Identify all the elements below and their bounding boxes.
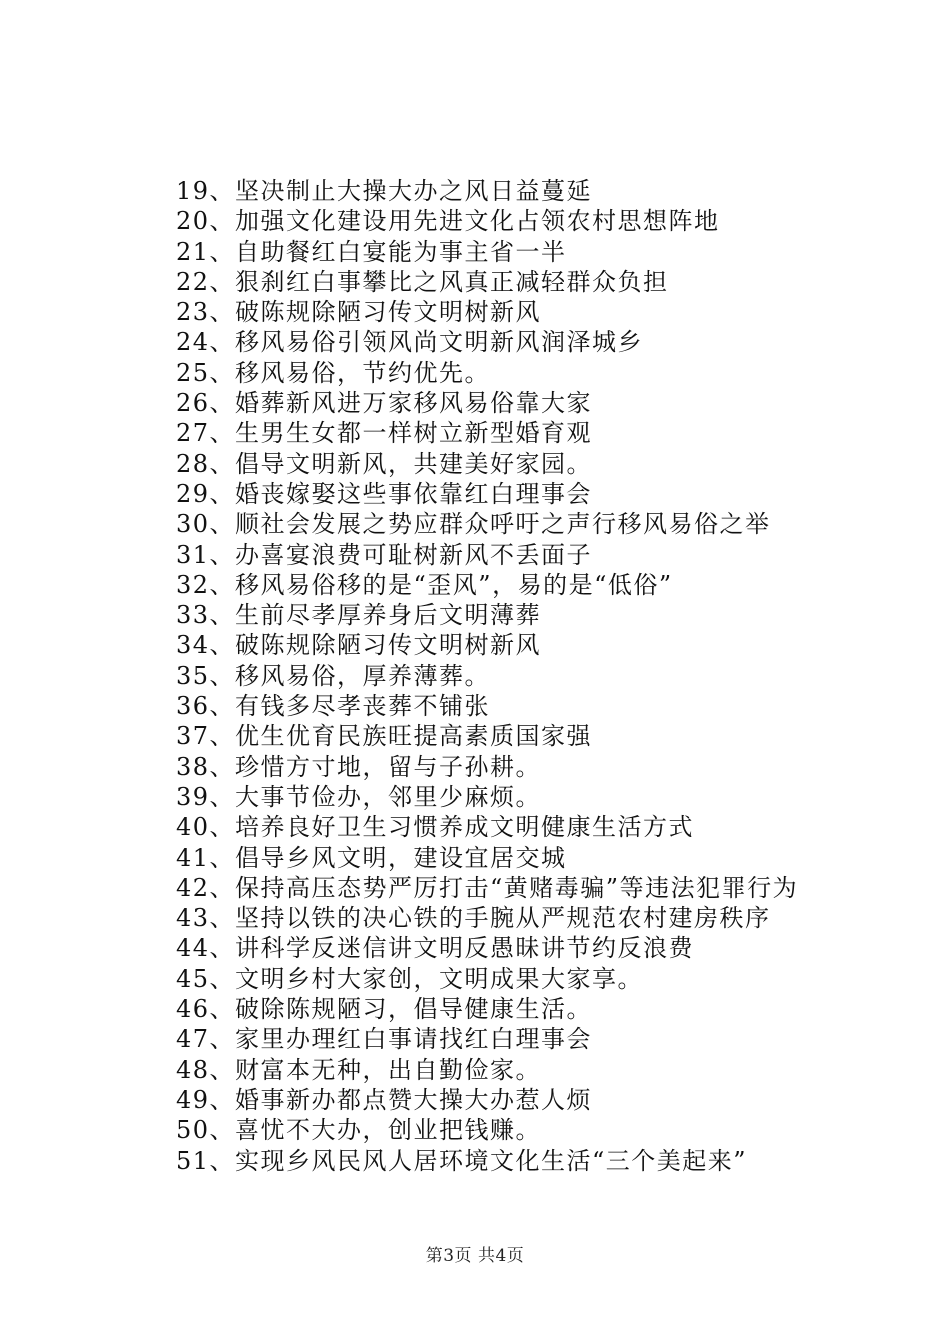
slogan-item: 43、坚持以铁的决心铁的手腕从严规范农村建房秩序 [176, 904, 771, 933]
slogan-item: 45、文明乡村大家创，文明成果大家享。 [176, 964, 644, 993]
slogan-item: 28、倡导文明新风，共建美好家园。 [176, 449, 593, 478]
slogan-item: 32、移风易俗移的是“歪风”，易的是“低俗” [176, 570, 673, 599]
slogan-item: 26、婚葬新风进万家移风易俗靠大家 [176, 389, 593, 418]
slogan-item: 34、破陈规除陋习传文明树新风 [176, 631, 542, 660]
slogan-item: 50、喜忧不大办，创业把钱赚。 [176, 1116, 542, 1145]
slogan-item: 33、生前尽孝厚养身后文明薄葬 [176, 601, 542, 630]
slogan-item: 48、财富本无种，出自勤俭家。 [176, 1055, 542, 1084]
slogan-item: 35、移风易俗，厚养薄葬。 [176, 661, 491, 690]
slogan-item: 19、坚决制止大操大办之风日益蔓延 [176, 177, 593, 205]
slogan-item: 37、优生优育民族旺提高素质国家强 [176, 722, 593, 751]
slogan-item: 30、顺社会发展之势应群众呼吁之声行移风易俗之举 [176, 510, 771, 539]
slogan-item: 29、婚丧嫁娶这些事依靠红白理事会 [176, 479, 593, 508]
slogan-item: 47、家里办理红白事请找红白理事会 [176, 1025, 593, 1054]
slogan-item: 41、倡导乡风文明，建设宜居交城 [176, 843, 567, 872]
slogan-item: 42、保持高压态势严厉打击“黄赌毒骗”等违法犯罪行为 [176, 873, 799, 902]
slogan-item: 25、移风易俗，节约优先。 [176, 358, 491, 387]
slogan-item: 22、狠刹红白事攀比之风真正减轻群众负担 [176, 267, 669, 296]
slogan-list [176, 176, 876, 1176]
slogan-item: 27、生男生女都一样树立新型婚育观 [176, 419, 593, 448]
slogan-item: 36、有钱多尽孝丧葬不铺张 [176, 692, 491, 721]
slogan-item: 21、自助餐红白宴能为事主省一半 [176, 237, 567, 266]
slogan-item: 44、讲科学反迷信讲文明反愚昧讲节约反浪费 [176, 934, 695, 963]
slogan-item: 40、培养良好卫生习惯养成文明健康生活方式 [176, 813, 695, 842]
page-footer: 第3页 共4页 [425, 1246, 525, 1266]
slogan-item: 46、破除陈规陋习，倡导健康生活。 [176, 995, 593, 1024]
slogan-item: 51、实现乡风民风人居环境文化生活“三个美起来” [176, 1146, 748, 1175]
slogan-item: 20、加强文化建设用先进文化占领农村思想阵地 [176, 207, 720, 236]
slogan-item: 23、破陈规除陋习传文明树新风 [176, 298, 542, 327]
slogan-item: 39、大事节俭办，邻里少麻烦。 [176, 782, 542, 811]
slogan-item: 31、办喜宴浪费可耻树新风不丢面子 [176, 540, 593, 569]
slogan-item: 38、珍惜方寸地，留与子孙耕。 [176, 752, 542, 781]
slogan-item: 24、移风易俗引领风尚文明新风润泽城乡 [176, 328, 644, 357]
slogan-item: 49、婚事新办都点赞大操大办惹人烦 [176, 1085, 593, 1114]
